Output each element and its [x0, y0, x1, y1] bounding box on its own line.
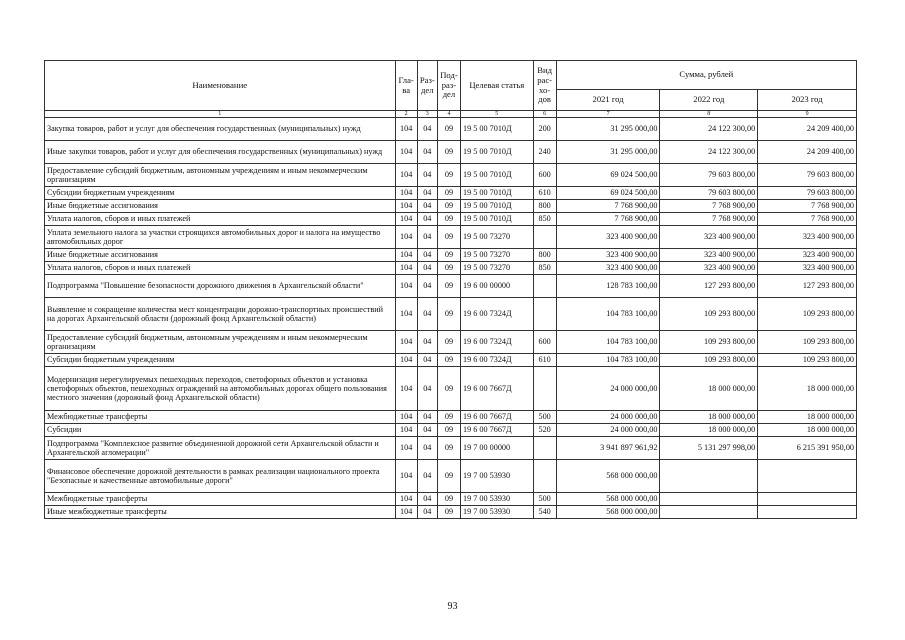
row-sum-2022-cell: 18 000 000,00 — [660, 411, 758, 424]
row-sum-2023-cell: 24 209 400,00 — [758, 141, 857, 164]
row-glava-cell: 104 — [395, 141, 417, 164]
row-name-cell: Иные закупки товаров, работ и услуг для обеспечения государственных (муниципальных) нужд — [45, 141, 396, 164]
row-name-cell: Финансовое обеспечение дорожной деятельности в рамках реализации национального проекта "Безопасные и качественные автомобильные дороги" — [45, 460, 396, 493]
row-glava-cell: 104 — [395, 226, 417, 249]
row-razdel-cell: 04 — [417, 331, 437, 354]
row-glava-cell: 104 — [395, 367, 417, 411]
col-header-glava: Гла-ва — [395, 61, 417, 111]
row-sum-2021-cell: 69 024 500,00 — [556, 187, 660, 200]
row-vid-cell: 850 — [533, 262, 556, 275]
row-sum-2022-cell: 323 400 900,00 — [660, 226, 758, 249]
col-header-razdel: Раз-дел — [417, 61, 437, 111]
row-sum-2022-cell — [660, 506, 758, 519]
table-row — [45, 164, 857, 187]
row-sum-2023-cell: 6 215 391 950,00 — [758, 437, 857, 460]
index-cell: 3 — [417, 111, 437, 118]
table-row — [45, 367, 857, 411]
row-podrazdel-cell: 09 — [437, 249, 460, 262]
row-sum-2023-cell: 323 400 900,00 — [758, 262, 857, 275]
col-header-target: Целевая статья — [461, 61, 534, 111]
col-header-podrazdel: Под-раз-дел — [437, 61, 460, 111]
row-target-cell: 19 5 00 73270 — [461, 226, 534, 249]
row-podrazdel-cell: 09 — [437, 118, 460, 141]
budget-sheet — [44, 60, 857, 519]
row-vid-cell — [533, 367, 556, 411]
row-sum-2022-cell: 24 122 300,00 — [660, 141, 758, 164]
table-row — [45, 187, 857, 200]
row-vid-cell — [533, 275, 556, 298]
row-glava-cell: 104 — [395, 118, 417, 141]
budget-table — [44, 60, 857, 519]
row-vid-cell: 500 — [533, 411, 556, 424]
row-name-cell: Подпрограмма "Комплексное развитие объединенной дорожной сети Архангельской области и Архангельской агломерации" — [45, 437, 396, 460]
row-target-cell: 19 6 00 7324Д — [461, 354, 534, 367]
row-razdel-cell: 04 — [417, 187, 437, 200]
row-sum-2022-cell: 79 603 800,00 — [660, 164, 758, 187]
row-razdel-cell: 04 — [417, 200, 437, 213]
row-razdel-cell: 04 — [417, 506, 437, 519]
row-podrazdel-cell: 09 — [437, 262, 460, 275]
row-podrazdel-cell: 09 — [437, 354, 460, 367]
col-header-name: Наименование — [45, 61, 396, 111]
table-row — [45, 141, 857, 164]
row-name-cell: Подпрограмма "Повышение безопасности дорожного движения в Архангельской области" — [45, 275, 396, 298]
page-number: 93 — [447, 601, 458, 612]
table-row — [45, 460, 857, 493]
row-target-cell: 19 5 00 7010Д — [461, 164, 534, 187]
row-sum-2021-cell: 31 295 000,00 — [556, 118, 660, 141]
row-podrazdel-cell: 09 — [437, 460, 460, 493]
row-target-cell: 19 5 00 73270 — [461, 249, 534, 262]
row-glava-cell: 104 — [395, 275, 417, 298]
col-header-sum: Сумма, рублей — [556, 61, 856, 90]
table-row — [45, 298, 857, 331]
col-header-vid: Вид рас-хо-дов — [533, 61, 556, 111]
row-target-cell: 19 7 00 53930 — [461, 460, 534, 493]
index-cell: 5 — [461, 111, 534, 118]
row-sum-2022-cell: 18 000 000,00 — [660, 367, 758, 411]
row-target-cell: 19 6 00 7667Д — [461, 411, 534, 424]
row-target-cell: 19 7 00 53930 — [461, 506, 534, 519]
row-name-cell: Иные бюджетные ассигнования — [45, 200, 396, 213]
row-target-cell: 19 5 00 7010Д — [461, 187, 534, 200]
row-name-cell: Уплата налогов, сборов и иных платежей — [45, 262, 396, 275]
table-row — [45, 331, 857, 354]
table-row — [45, 200, 857, 213]
row-vid-cell — [533, 460, 556, 493]
row-podrazdel-cell: 09 — [437, 200, 460, 213]
row-sum-2021-cell: 323 400 900,00 — [556, 262, 660, 275]
table-row — [45, 226, 857, 249]
row-sum-2021-cell: 24 000 000,00 — [556, 367, 660, 411]
row-podrazdel-cell: 09 — [437, 226, 460, 249]
row-glava-cell: 104 — [395, 164, 417, 187]
row-sum-2022-cell: 109 293 800,00 — [660, 298, 758, 331]
row-sum-2022-cell: 79 603 800,00 — [660, 187, 758, 200]
row-razdel-cell: 04 — [417, 249, 437, 262]
row-name-cell: Модернизация нерегулируемых пешеходных переходов, светофорных объектов и установка светофорных объектов, пешеходных ограждений на автомобильных дорогах общего пользования местного значения (дорожный фонд Архангельской области) — [45, 367, 396, 411]
row-glava-cell: 104 — [395, 460, 417, 493]
row-target-cell: 19 6 00 7667Д — [461, 424, 534, 437]
row-vid-cell: 800 — [533, 249, 556, 262]
row-sum-2023-cell: 18 000 000,00 — [758, 424, 857, 437]
row-name-cell: Межбюджетные трансферты — [45, 411, 396, 424]
row-sum-2023-cell: 109 293 800,00 — [758, 354, 857, 367]
row-target-cell: 19 5 00 7010Д — [461, 200, 534, 213]
row-vid-cell: 800 — [533, 200, 556, 213]
row-sum-2021-cell: 24 000 000,00 — [556, 424, 660, 437]
row-name-cell: Межбюджетные трансферты — [45, 493, 396, 506]
row-sum-2023-cell: 7 768 900,00 — [758, 200, 857, 213]
row-name-cell: Закупка товаров, работ и услуг для обеспечения государственных (муниципальных) нужд — [45, 118, 396, 141]
index-cell: 2 — [395, 111, 417, 118]
index-cell: 4 — [437, 111, 460, 118]
row-vid-cell: 520 — [533, 424, 556, 437]
row-vid-cell: 610 — [533, 354, 556, 367]
row-podrazdel-cell: 09 — [437, 506, 460, 519]
row-glava-cell: 104 — [395, 298, 417, 331]
table-row — [45, 249, 857, 262]
row-sum-2021-cell: 7 768 900,00 — [556, 213, 660, 226]
row-podrazdel-cell: 09 — [437, 437, 460, 460]
row-glava-cell: 104 — [395, 437, 417, 460]
table-row — [45, 493, 857, 506]
row-target-cell: 19 6 00 7667Д — [461, 367, 534, 411]
row-podrazdel-cell: 09 — [437, 493, 460, 506]
row-sum-2023-cell: 127 293 800,00 — [758, 275, 857, 298]
row-sum-2021-cell: 128 783 100,00 — [556, 275, 660, 298]
row-podrazdel-cell: 09 — [437, 213, 460, 226]
row-sum-2021-cell: 323 400 900,00 — [556, 226, 660, 249]
table-row — [45, 437, 857, 460]
row-razdel-cell: 04 — [417, 354, 437, 367]
row-razdel-cell: 04 — [417, 213, 437, 226]
row-sum-2022-cell: 127 293 800,00 — [660, 275, 758, 298]
row-sum-2022-cell: 109 293 800,00 — [660, 354, 758, 367]
row-sum-2022-cell: 18 000 000,00 — [660, 424, 758, 437]
row-razdel-cell: 04 — [417, 141, 437, 164]
row-sum-2023-cell: 109 293 800,00 — [758, 298, 857, 331]
row-razdel-cell: 04 — [417, 367, 437, 411]
index-cell: 6 — [533, 111, 556, 118]
row-vid-cell: 240 — [533, 141, 556, 164]
row-podrazdel-cell: 09 — [437, 411, 460, 424]
row-sum-2021-cell: 104 783 100,00 — [556, 298, 660, 331]
row-razdel-cell: 04 — [417, 460, 437, 493]
row-sum-2022-cell: 5 131 297 998,00 — [660, 437, 758, 460]
row-target-cell: 19 7 00 00000 — [461, 437, 534, 460]
row-sum-2023-cell: 24 209 400,00 — [758, 118, 857, 141]
row-name-cell: Иные межбюджетные трансферты — [45, 506, 396, 519]
row-vid-cell: 600 — [533, 331, 556, 354]
index-cell: 9 — [758, 111, 857, 118]
table-row — [45, 262, 857, 275]
row-sum-2021-cell: 568 000 000,00 — [556, 493, 660, 506]
row-target-cell: 19 6 00 00000 — [461, 275, 534, 298]
row-vid-cell — [533, 298, 556, 331]
table-body — [45, 118, 857, 519]
row-razdel-cell: 04 — [417, 275, 437, 298]
row-razdel-cell: 04 — [417, 118, 437, 141]
row-razdel-cell: 04 — [417, 164, 437, 187]
table-row — [45, 213, 857, 226]
table-row — [45, 424, 857, 437]
row-sum-2023-cell: 18 000 000,00 — [758, 411, 857, 424]
row-sum-2023-cell: 79 603 800,00 — [758, 164, 857, 187]
row-sum-2023-cell — [758, 460, 857, 493]
row-razdel-cell: 04 — [417, 226, 437, 249]
row-sum-2021-cell: 104 783 100,00 — [556, 331, 660, 354]
row-name-cell: Иные бюджетные ассигнования — [45, 249, 396, 262]
row-podrazdel-cell: 09 — [437, 331, 460, 354]
row-podrazdel-cell: 09 — [437, 367, 460, 411]
row-vid-cell: 540 — [533, 506, 556, 519]
row-sum-2023-cell: 79 603 800,00 — [758, 187, 857, 200]
row-glava-cell: 104 — [395, 506, 417, 519]
row-glava-cell: 104 — [395, 354, 417, 367]
col-header-2022: 2022 год — [660, 90, 758, 111]
row-glava-cell: 104 — [395, 411, 417, 424]
row-podrazdel-cell: 09 — [437, 298, 460, 331]
row-podrazdel-cell: 09 — [437, 187, 460, 200]
row-name-cell: Предоставление субсидий бюджетным, автономным учреждениям и иным некоммерческим организациям — [45, 164, 396, 187]
row-razdel-cell: 04 — [417, 437, 437, 460]
row-sum-2023-cell — [758, 493, 857, 506]
index-row — [45, 111, 857, 118]
row-sum-2021-cell: 7 768 900,00 — [556, 200, 660, 213]
row-sum-2022-cell: 24 122 300,00 — [660, 118, 758, 141]
row-vid-cell: 850 — [533, 213, 556, 226]
row-razdel-cell: 04 — [417, 298, 437, 331]
table-row — [45, 411, 857, 424]
row-sum-2021-cell: 104 783 100,00 — [556, 354, 660, 367]
row-sum-2023-cell: 323 400 900,00 — [758, 249, 857, 262]
row-target-cell: 19 5 00 7010Д — [461, 118, 534, 141]
row-sum-2021-cell: 3 941 897 961,92 — [556, 437, 660, 460]
header-row — [45, 61, 857, 90]
row-vid-cell — [533, 226, 556, 249]
table-row — [45, 506, 857, 519]
row-target-cell: 19 6 00 7324Д — [461, 298, 534, 331]
index-cell: 8 — [660, 111, 758, 118]
row-podrazdel-cell: 09 — [437, 424, 460, 437]
row-razdel-cell: 04 — [417, 424, 437, 437]
row-vid-cell: 610 — [533, 187, 556, 200]
row-target-cell: 19 5 00 7010Д — [461, 141, 534, 164]
row-podrazdel-cell: 09 — [437, 275, 460, 298]
row-sum-2022-cell: 7 768 900,00 — [660, 213, 758, 226]
row-glava-cell: 104 — [395, 200, 417, 213]
index-cell: 1 — [45, 111, 396, 118]
row-glava-cell: 104 — [395, 187, 417, 200]
row-sum-2021-cell: 69 024 500,00 — [556, 164, 660, 187]
row-vid-cell: 600 — [533, 164, 556, 187]
index-cell: 7 — [556, 111, 660, 118]
row-glava-cell: 104 — [395, 331, 417, 354]
row-razdel-cell: 04 — [417, 493, 437, 506]
row-sum-2021-cell: 568 000 000,00 — [556, 506, 660, 519]
row-sum-2022-cell — [660, 460, 758, 493]
row-sum-2022-cell — [660, 493, 758, 506]
col-header-2023: 2023 год — [758, 90, 857, 111]
row-name-cell: Предоставление субсидий бюджетным, автономным учреждениям и иным некоммерческим организациям — [45, 331, 396, 354]
row-vid-cell: 500 — [533, 493, 556, 506]
col-header-2021: 2021 год — [556, 90, 660, 111]
table-row — [45, 275, 857, 298]
row-vid-cell — [533, 437, 556, 460]
row-name-cell: Субсидии бюджетным учреждениям — [45, 354, 396, 367]
row-podrazdel-cell: 09 — [437, 164, 460, 187]
row-name-cell: Субсидии — [45, 424, 396, 437]
row-target-cell: 19 5 00 73270 — [461, 262, 534, 275]
row-razdel-cell: 04 — [417, 411, 437, 424]
row-sum-2023-cell: 323 400 900,00 — [758, 226, 857, 249]
row-vid-cell: 200 — [533, 118, 556, 141]
row-sum-2021-cell: 323 400 900,00 — [556, 249, 660, 262]
row-name-cell: Уплата налогов, сборов и иных платежей — [45, 213, 396, 226]
table-row — [45, 354, 857, 367]
row-target-cell: 19 7 00 53930 — [461, 493, 534, 506]
row-glava-cell: 104 — [395, 262, 417, 275]
table-row — [45, 118, 857, 141]
row-sum-2021-cell: 24 000 000,00 — [556, 411, 660, 424]
row-sum-2022-cell: 323 400 900,00 — [660, 262, 758, 275]
row-name-cell: Субсидии бюджетным учреждениям — [45, 187, 396, 200]
row-sum-2022-cell: 323 400 900,00 — [660, 249, 758, 262]
row-sum-2022-cell: 7 768 900,00 — [660, 200, 758, 213]
row-sum-2022-cell: 109 293 800,00 — [660, 331, 758, 354]
row-sum-2023-cell: 7 768 900,00 — [758, 213, 857, 226]
row-sum-2023-cell — [758, 506, 857, 519]
row-name-cell: Выявление и сокращение количества мест концентрации дорожно-транспортных происшествий на дорогах Архангельской области (дорожный фонд Архангельской области) — [45, 298, 396, 331]
row-glava-cell: 104 — [395, 249, 417, 262]
row-sum-2023-cell: 18 000 000,00 — [758, 367, 857, 411]
row-sum-2021-cell: 568 000 000,00 — [556, 460, 660, 493]
row-podrazdel-cell: 09 — [437, 141, 460, 164]
row-razdel-cell: 04 — [417, 262, 437, 275]
row-glava-cell: 104 — [395, 213, 417, 226]
row-target-cell: 19 6 00 7324Д — [461, 331, 534, 354]
row-target-cell: 19 5 00 7010Д — [461, 213, 534, 226]
row-glava-cell: 104 — [395, 493, 417, 506]
row-sum-2021-cell: 31 295 000,00 — [556, 141, 660, 164]
row-sum-2023-cell: 109 293 800,00 — [758, 331, 857, 354]
row-name-cell: Уплата земельного налога за участки строящихся автомобильных дорог и налога на имущество автомобильных дорог — [45, 226, 396, 249]
row-glava-cell: 104 — [395, 424, 417, 437]
